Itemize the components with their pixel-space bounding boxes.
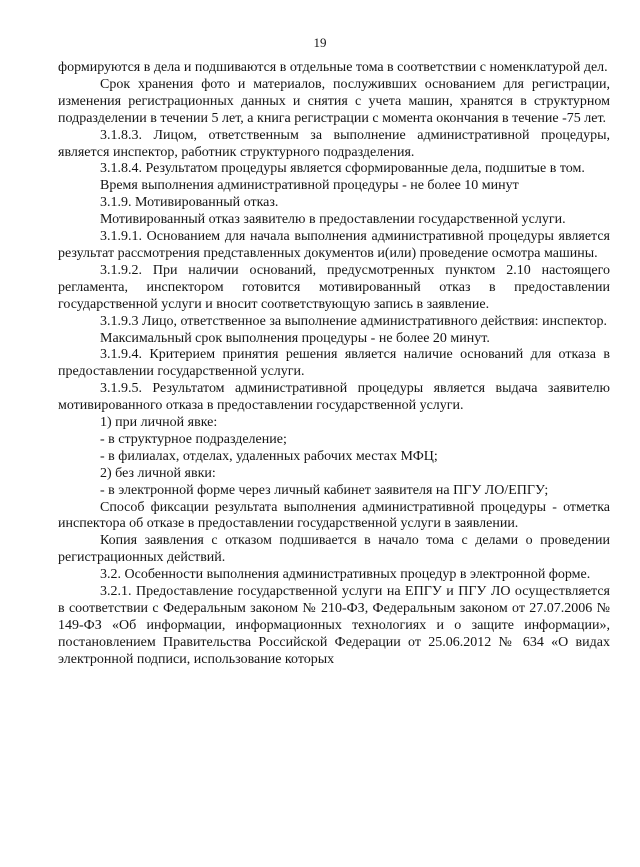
paragraph: формируются в дела и подшиваются в отдельные тома в соответствии с номенклатурой дел. [58,60,608,75]
paragraph: Копия заявления с отказом подшивается в начало тома с делами о проведении регистрационных действий. [58,533,610,566]
paragraph: Время выполнения административной процедуры - не более 10 минут [100,178,519,194]
paragraph: 2) без личной явки: [100,465,216,481]
paragraph: 3.1.9.4. Критерием принятия решения является наличие оснований для отказа в предоставлении государственной услуги. [58,347,610,380]
paragraph: 3.1.9. Мотивированный отказ. [100,195,279,211]
paragraph: 3.1.9.5. Результатом административной процедуры является выдача заявителю мотивированного отказа в предоставлении государственной услуги. [58,381,610,414]
paragraph: 3.1.9.2. При наличии оснований, предусмотренных пунктом 2.10 настоящего регламента, инспектором готовится мотивированный отказ в предоставлении государственной услуги и вносит соответствующую запись в заявление. [58,262,610,312]
paragraph: 3.1.9.1. Основанием для начала выполнения административной процедуры является результат рассмотрения представленных документов и(или) проведение осмотра машины. [58,229,610,261]
paragraph: - в филиалах, отделах, удаленных рабочих местах МФЦ; [100,448,438,464]
document-body [58,60,610,669]
paragraph: Срок хранения фото и материалов, послуживших основанием для регистрации, изменения регистрационных данных и снятия с учета машин, хранятся в структурном подразделении в течении 5 лет, а книга регистрации с момента окончания в течение -75 лет. [58,76,610,126]
paragraph: 3.1.8.4. Результатом процедуры является сформированные дела, подшитые в том. [100,161,585,177]
paragraph: 3.1.9.3 Лицо, ответственное за выполнение административного действия: инспектор. [100,313,608,329]
paragraph: Максимальный срок выполнения процедуры - не более 20 минут. [100,330,490,346]
paragraph: Способ фиксации результата выполнения административной процедуры - отметка инспектора об отказе в предоставлении государственной услуги в заявлении. [58,499,610,532]
paragraph: Мотивированный отказ заявителю в предоставлении государственной услуги. [100,212,566,228]
paragraph: - в структурное подразделение; [100,431,287,447]
paragraph: 1) при личной явке: [100,415,218,431]
paragraph: - в электронной форме через личный кабинет заявителя на ПГУ ЛО/ЕПГУ; [100,482,549,498]
paragraph: 3.1.8.3. Лицом, ответственным за выполнение административной процедуры, является инспектор, работник структурного подразделения. [58,127,610,160]
page-number: 19 [313,35,327,50]
paragraph: 3.2. Особенности выполнения административных процедур в электронной форме. [100,567,591,583]
paragraph: 3.2.1. Предоставление государственной услуги на ЕПГУ и ПГУ ЛО осуществляется в соответствии с Федеральным законом № 210-ФЗ, Федеральным законом от 27.07.2006 № 149-ФЗ «Об информации, информационных технологиях и о защите информации», постановлением Правительства Российской Федерации от 25.06.2012 № 634 «О видах электронной подписи, использование которых [58,584,610,667]
